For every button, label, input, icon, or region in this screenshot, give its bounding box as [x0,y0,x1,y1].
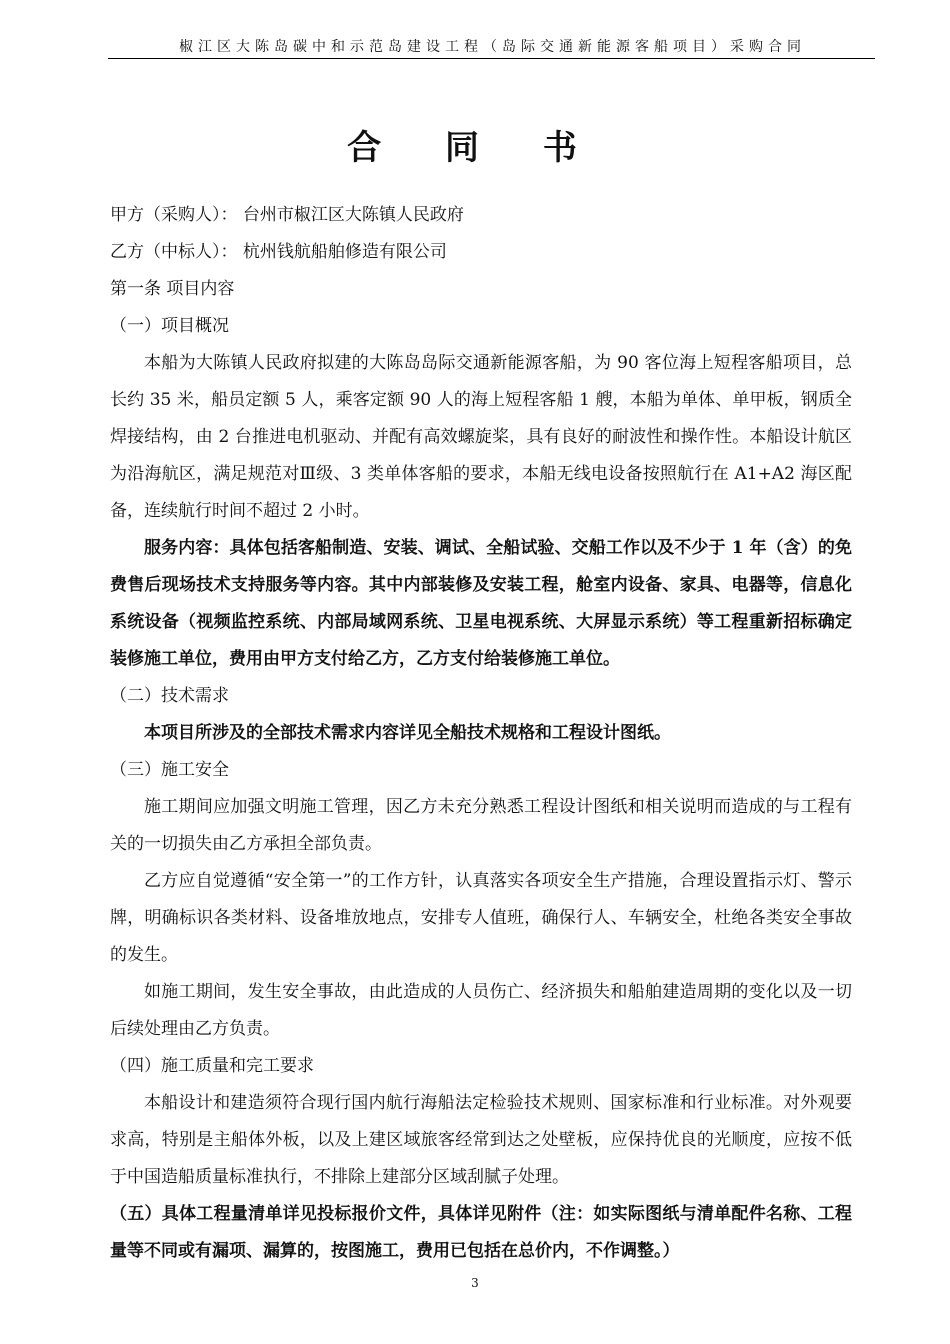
section-2-paragraph: 本项目所涉及的全部技术需求内容详见全船技术规格和工程设计图纸。 [144,723,671,743]
section-5-paragraph: （五）具体工程量清单详见投标报价文件，具体详见附件（注：如实际图纸与清单配件名称、工程量等不同或有漏项、漏算的，按图施工，费用已包括在总价内，不作调整。） [110,1204,852,1261]
article-1-heading: 第一条 项目内容 [110,279,235,299]
section-3-heading: （三）施工安全 [110,760,229,780]
section-1-paragraph-overview: 本船为大陈镇人民政府拟建的大陈岛岛际交通新能源客船，为 90 客位海上短程客船项目，总长约 35 米，船员定额 5 人，乘客定额 90 人的海上短程客船 1 艘，本船为单体、单甲板，钢质全焊接结构，由 2 台推进电机驱动、并配有高效螺旋桨，具有良好的耐波性和操作性。本船设计航区为沿海航区，满足规范对Ⅲ级、3 类单体客船的要求，本船无线电设备按照航行在 A1+A2 海区配备，连续航行时间不超过 2 小时。 [110,353,852,521]
section-2-heading: （二）技术需求 [110,686,229,706]
header-rule [108,58,875,59]
page-number: 3 [471,1276,479,1290]
section-3-paragraph-2: 乙方应自觉遵循“安全第一”的工作方针，认真落实各项安全生产措施，合理设置指示灯、警示牌，明确标识各类材料、设备堆放地点，安排专人值班，确保行人、车辆安全，杜绝各类安全事故的发生。 [110,871,852,965]
running-header: 椒江区大陈岛碳中和示范岛建设工程（岛际交通新能源客船项目）采购合同 [179,39,806,55]
section-4-paragraph: 本船设计和建造须符合现行国内航行海船法定检验技术规则、国家标准和行业标准。对外观要求高，特别是主船体外板，以及上建区域旅客经常到达之处壁板，应保持优良的光顺度，应按不低于中国造船质量标准执行，不排除上建部分区域刮腻子处理。 [110,1093,852,1187]
section-1-paragraph-service: 服务内容：具体包括客船制造、安装、调试、全船试验、交船工作以及不少于 1 年（含）的免费售后现场技术支持服务等内容。其中内部装修及安装工程，舱室内设备、家具、电器等，信息化系统设备（视频监控系统、内部局域网系统、卫星电视系统、大屏显示系统）等工程重新招标确定装修施工单位，费用由甲方支付给乙方，乙方支付给装修施工单位。 [110,538,852,669]
section-3-paragraph-1: 施工期间应加强文明施工管理，因乙方未充分熟悉工程设计图纸和相关说明而造成的与工程有关的一切损失由乙方承担全部负责。 [110,797,852,854]
section-1-heading: （一）项目概况 [110,316,229,336]
party-b: 乙方（中标人）： 杭州钱航船舶修造有限公司 [110,242,447,262]
section-3-paragraph-3: 如施工期间，发生安全事故，由此造成的人员伤亡、经济损失和船舶建造周期的变化以及一切后续处理由乙方负责。 [110,982,852,1039]
document-title: 合 同 书 [347,128,603,168]
party-a: 甲方（采购人）： 台州市椒江区大陈镇人民政府 [110,205,464,225]
section-4-heading: （四）施工质量和完工要求 [110,1056,314,1076]
contract-body [110,197,852,1270]
